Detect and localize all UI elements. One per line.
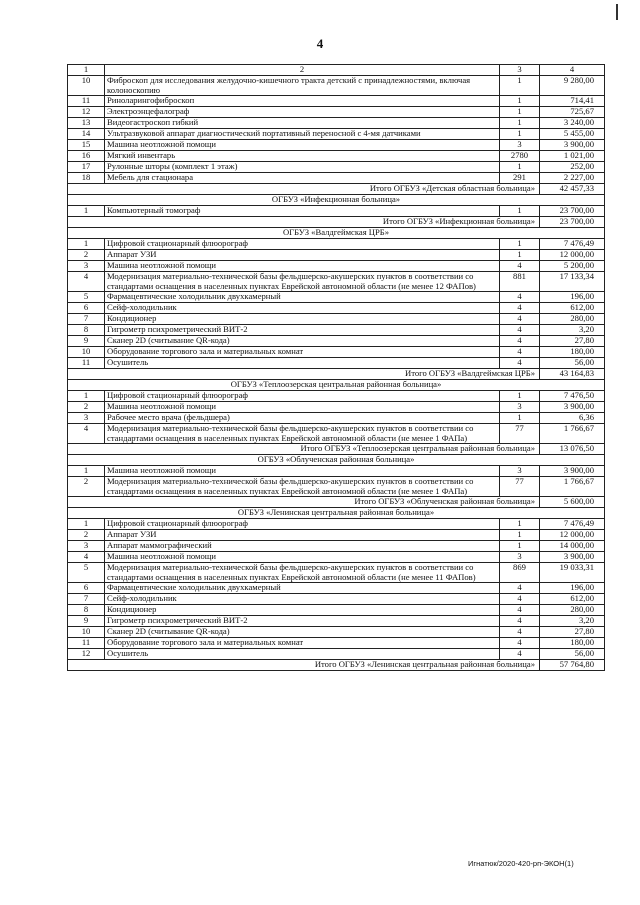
item-quantity: 1 (500, 162, 540, 173)
item-name: Цифровой стационарный флюорограф (105, 519, 500, 530)
table-row (68, 272, 605, 292)
total-label: Итого ОГБУЗ «Теплоозерская центральная районная больница» (68, 444, 540, 455)
item-quantity: 3 (500, 466, 540, 477)
row-number: 9 (68, 336, 105, 347)
item-quantity: 4 (500, 594, 540, 605)
item-quantity: 1 (500, 76, 540, 96)
item-quantity: 1 (500, 96, 540, 107)
row-number: 1 (68, 519, 105, 530)
item-quantity: 4 (500, 314, 540, 325)
item-quantity: 1 (500, 413, 540, 424)
item-name: Мебель для стационара (105, 173, 500, 184)
item-name: Модернизация материально-технической базы фельдшерско-акушерских пунктов в соответствии со стандартами оснащения в населенных пунктах Еврейской автономной области (не менее 12 ФАПов) (105, 272, 500, 292)
item-sum: 612,00 (540, 594, 605, 605)
table-row (68, 358, 605, 369)
item-sum: 3,20 (540, 325, 605, 336)
table-row (68, 402, 605, 413)
item-sum: 1 766,67 (540, 424, 605, 444)
item-name: Модернизация материально-технической базы фельдшерско-акушерских пунктов в соответствии со стандартами оснащения в населенных пунктах Еврейской автономной области (не менее 1 ФАПа) (105, 477, 500, 497)
table-row (68, 118, 605, 129)
item-name: Аппарат УЗИ (105, 530, 500, 541)
item-sum: 3 900,00 (540, 466, 605, 477)
item-quantity: 4 (500, 638, 540, 649)
header-cell: 4 (540, 65, 605, 76)
item-name: Рулонные шторы (комплект 1 этаж) (105, 162, 500, 173)
item-name: Машина неотложной помощи (105, 140, 500, 151)
table-row (68, 129, 605, 140)
table-row (68, 638, 605, 649)
item-sum: 280,00 (540, 605, 605, 616)
section-title: ОГБУЗ «Валдгеймская ЦРБ» (68, 228, 605, 239)
item-sum: 714,41 (540, 96, 605, 107)
row-number: 8 (68, 325, 105, 336)
table-row (68, 239, 605, 250)
row-number: 18 (68, 173, 105, 184)
total-sum: 42 457,33 (540, 184, 605, 195)
item-sum: 725,67 (540, 107, 605, 118)
item-quantity: 1 (500, 541, 540, 552)
row-number: 12 (68, 649, 105, 660)
total-sum: 13 076,50 (540, 444, 605, 455)
item-sum: 180,00 (540, 638, 605, 649)
table-row (68, 325, 605, 336)
row-number: 3 (68, 541, 105, 552)
item-name: Кондиционер (105, 605, 500, 616)
item-name: Риноларингофиброскоп (105, 96, 500, 107)
item-quantity: 4 (500, 336, 540, 347)
row-number: 8 (68, 605, 105, 616)
table-row (68, 649, 605, 660)
item-name: Фармацевтические холодильник двухкамерный (105, 583, 500, 594)
total-sum: 23 700,00 (540, 217, 605, 228)
item-quantity: 3 (500, 402, 540, 413)
row-number: 4 (68, 424, 105, 444)
item-quantity: 1 (500, 129, 540, 140)
item-quantity: 1 (500, 118, 540, 129)
total-label: Итого ОГБУЗ «Инфекционная больница» (68, 217, 540, 228)
table-row (68, 605, 605, 616)
item-name: Осушитель (105, 649, 500, 660)
item-sum: 5 200,00 (540, 261, 605, 272)
item-sum: 7 476,49 (540, 239, 605, 250)
item-name: Аппарат маммографический (105, 541, 500, 552)
header-cell: 1 (68, 65, 105, 76)
footer-code: Игнатюк/2020-420-рп-ЭКОН(1) (468, 859, 574, 868)
item-sum: 12 000,00 (540, 530, 605, 541)
item-quantity: 4 (500, 605, 540, 616)
table-row (68, 151, 605, 162)
item-sum: 1 766,67 (540, 477, 605, 497)
item-sum: 1 021,00 (540, 151, 605, 162)
table-row (68, 162, 605, 173)
item-name: Оборудование торгового зала и материальных комнат (105, 638, 500, 649)
row-number: 1 (68, 206, 105, 217)
row-number: 1 (68, 391, 105, 402)
row-number: 4 (68, 272, 105, 292)
item-quantity: 1 (500, 206, 540, 217)
total-row (68, 184, 605, 195)
table-row (68, 530, 605, 541)
item-name: Ультразвуковой аппарат диагностический портативный переносной с 4-мя датчиками (105, 129, 500, 140)
total-label: Итого ОГБУЗ «Ленинская центральная районная больница» (68, 660, 540, 671)
total-sum: 5 600,00 (540, 497, 605, 508)
row-number: 2 (68, 250, 105, 261)
item-sum: 3 900,00 (540, 402, 605, 413)
item-name: Машина неотложной помощи (105, 552, 500, 563)
item-sum: 27,80 (540, 627, 605, 638)
item-quantity: 4 (500, 261, 540, 272)
item-quantity: 4 (500, 583, 540, 594)
item-name: Сканер 2D (считывание QR-кода) (105, 336, 500, 347)
item-name: Машина неотложной помощи (105, 466, 500, 477)
row-number: 7 (68, 594, 105, 605)
table-row (68, 627, 605, 638)
item-quantity: 4 (500, 649, 540, 660)
total-row (68, 217, 605, 228)
table-row (68, 391, 605, 402)
item-sum: 3,20 (540, 616, 605, 627)
row-number: 11 (68, 358, 105, 369)
table-body (68, 65, 605, 671)
row-number: 7 (68, 314, 105, 325)
item-quantity: 1 (500, 239, 540, 250)
total-row (68, 660, 605, 671)
item-name: Цифровой стационарный флюорограф (105, 391, 500, 402)
row-number: 11 (68, 96, 105, 107)
item-quantity: 2780 (500, 151, 540, 162)
total-label: Итого ОГБУЗ «Детская областная больница» (68, 184, 540, 195)
table-row (68, 314, 605, 325)
item-quantity: 1 (500, 519, 540, 530)
table-header-row (68, 65, 605, 76)
section-header-row (68, 380, 605, 391)
page-number: 4 (316, 36, 324, 51)
item-sum: 7 476,49 (540, 519, 605, 530)
item-sum: 252,00 (540, 162, 605, 173)
row-number: 11 (68, 638, 105, 649)
item-name: Модернизация материально-технической базы фельдшерско-акушерских пунктов в соответствии со стандартами оснащения в населенных пунктах Еврейской автономной области (не менее 11 ФАПов) (105, 563, 500, 583)
row-number: 6 (68, 303, 105, 314)
item-sum: 9 280,00 (540, 76, 605, 96)
table-row (68, 96, 605, 107)
equipment-table (67, 64, 605, 671)
item-quantity: 4 (500, 616, 540, 627)
table-row (68, 552, 605, 563)
item-quantity: 3 (500, 140, 540, 151)
item-quantity: 869 (500, 563, 540, 583)
table-row (68, 594, 605, 605)
row-number: 9 (68, 616, 105, 627)
table-row (68, 347, 605, 358)
section-title: ОГБУЗ «Инфекционная больница» (68, 195, 605, 206)
row-number: 5 (68, 292, 105, 303)
total-row (68, 497, 605, 508)
item-quantity: 3 (500, 552, 540, 563)
item-sum: 3 240,00 (540, 118, 605, 129)
item-quantity: 1 (500, 530, 540, 541)
row-number: 2 (68, 530, 105, 541)
item-name: Сейф-холодильник (105, 594, 500, 605)
header-cell: 3 (500, 65, 540, 76)
item-quantity: 4 (500, 627, 540, 638)
item-name: Кондиционер (105, 314, 500, 325)
item-sum: 196,00 (540, 583, 605, 594)
item-quantity: 1 (500, 250, 540, 261)
item-name: Электроэнцефалограф (105, 107, 500, 118)
row-number: 5 (68, 563, 105, 583)
row-number: 1 (68, 466, 105, 477)
item-sum: 6,36 (540, 413, 605, 424)
row-number: 17 (68, 162, 105, 173)
item-name: Сканер 2D (считывание QR-кода) (105, 627, 500, 638)
item-name: Аппарат УЗИ (105, 250, 500, 261)
total-row (68, 369, 605, 380)
section-title: ОГБУЗ «Теплоозерская центральная районная больница» (68, 380, 605, 391)
item-sum: 14 000,00 (540, 541, 605, 552)
item-quantity: 291 (500, 173, 540, 184)
row-number: 3 (68, 413, 105, 424)
table-row (68, 303, 605, 314)
item-quantity: 1 (500, 391, 540, 402)
section-header-row (68, 195, 605, 206)
row-number: 10 (68, 76, 105, 96)
row-number: 10 (68, 627, 105, 638)
table-row (68, 563, 605, 583)
total-label: Итого ОГБУЗ «Валдгеймская ЦРБ» (68, 369, 540, 380)
item-name: Сейф-холодильник (105, 303, 500, 314)
item-sum: 3 900,00 (540, 140, 605, 151)
total-sum: 57 764,80 (540, 660, 605, 671)
corner-mark (616, 4, 618, 20)
item-sum: 3 900,00 (540, 552, 605, 563)
table-row (68, 519, 605, 530)
table-row (68, 413, 605, 424)
row-number: 2 (68, 402, 105, 413)
item-sum: 2 227,00 (540, 173, 605, 184)
table-row (68, 477, 605, 497)
table-row (68, 541, 605, 552)
item-name: Модернизация материально-технической базы фельдшерско-акушерских пунктов в соответствии со стандартами оснащения в населенных пунктах Еврейской автономной области (не менее 1 ФАПа) (105, 424, 500, 444)
table-row (68, 250, 605, 261)
item-name: Осушитель (105, 358, 500, 369)
item-quantity: 4 (500, 347, 540, 358)
row-number: 6 (68, 583, 105, 594)
item-sum: 280,00 (540, 314, 605, 325)
item-quantity: 4 (500, 358, 540, 369)
table-row (68, 583, 605, 594)
item-sum: 56,00 (540, 358, 605, 369)
table-row (68, 76, 605, 96)
item-name: Компьютерный томограф (105, 206, 500, 217)
table-row (68, 206, 605, 217)
table-row (68, 140, 605, 151)
section-title: ОГБУЗ «Ленинская центральная районная больница» (68, 508, 605, 519)
item-name: Гигрометр психрометрический ВИТ-2 (105, 616, 500, 627)
section-title: ОГБУЗ «Облученская районная больница» (68, 455, 605, 466)
row-number: 14 (68, 129, 105, 140)
table-row (68, 424, 605, 444)
item-sum: 612,00 (540, 303, 605, 314)
item-quantity: 4 (500, 303, 540, 314)
item-sum: 196,00 (540, 292, 605, 303)
item-sum: 56,00 (540, 649, 605, 660)
item-name: Видеогастроскоп гибкий (105, 118, 500, 129)
item-quantity: 881 (500, 272, 540, 292)
item-name: Машина неотложной помощи (105, 261, 500, 272)
item-sum: 12 000,00 (540, 250, 605, 261)
item-quantity: 77 (500, 424, 540, 444)
item-name: Фиброскоп для исследования желудочно-кишечного тракта детский с принадлежностями, включая колоноскопию (105, 76, 500, 96)
row-number: 16 (68, 151, 105, 162)
table-row (68, 261, 605, 272)
item-sum: 23 700,00 (540, 206, 605, 217)
total-label: Итого ОГБУЗ «Облученская районная больница» (68, 497, 540, 508)
table-row (68, 107, 605, 118)
total-sum: 43 164,83 (540, 369, 605, 380)
item-quantity: 4 (500, 325, 540, 336)
row-number: 1 (68, 239, 105, 250)
table-row (68, 616, 605, 627)
item-sum: 5 455,00 (540, 129, 605, 140)
header-cell: 2 (105, 65, 500, 76)
row-number: 12 (68, 107, 105, 118)
table-row (68, 336, 605, 347)
row-number: 13 (68, 118, 105, 129)
item-sum: 27,80 (540, 336, 605, 347)
row-number: 3 (68, 261, 105, 272)
table-row (68, 292, 605, 303)
row-number: 2 (68, 477, 105, 497)
item-quantity: 1 (500, 107, 540, 118)
table-row (68, 173, 605, 184)
section-header-row (68, 228, 605, 239)
item-name: Цифровой стационарный флюорограф (105, 239, 500, 250)
section-header-row (68, 508, 605, 519)
section-header-row (68, 455, 605, 466)
item-name: Машина неотложной помощи (105, 402, 500, 413)
row-number: 10 (68, 347, 105, 358)
item-sum: 180,00 (540, 347, 605, 358)
item-name: Гигрометр психрометрический ВИТ-2 (105, 325, 500, 336)
total-row (68, 444, 605, 455)
row-number: 4 (68, 552, 105, 563)
item-name: Рабочее место врача (фельдшера) (105, 413, 500, 424)
item-name: Мягкий инвентарь (105, 151, 500, 162)
item-name: Фармацевтические холодильник двухкамерный (105, 292, 500, 303)
table-row (68, 466, 605, 477)
item-quantity: 77 (500, 477, 540, 497)
item-name: Оборудование торгового зала и материальных комнат (105, 347, 500, 358)
item-sum: 19 033,31 (540, 563, 605, 583)
item-sum: 7 476,50 (540, 391, 605, 402)
item-sum: 17 133,34 (540, 272, 605, 292)
row-number: 15 (68, 140, 105, 151)
item-quantity: 4 (500, 292, 540, 303)
